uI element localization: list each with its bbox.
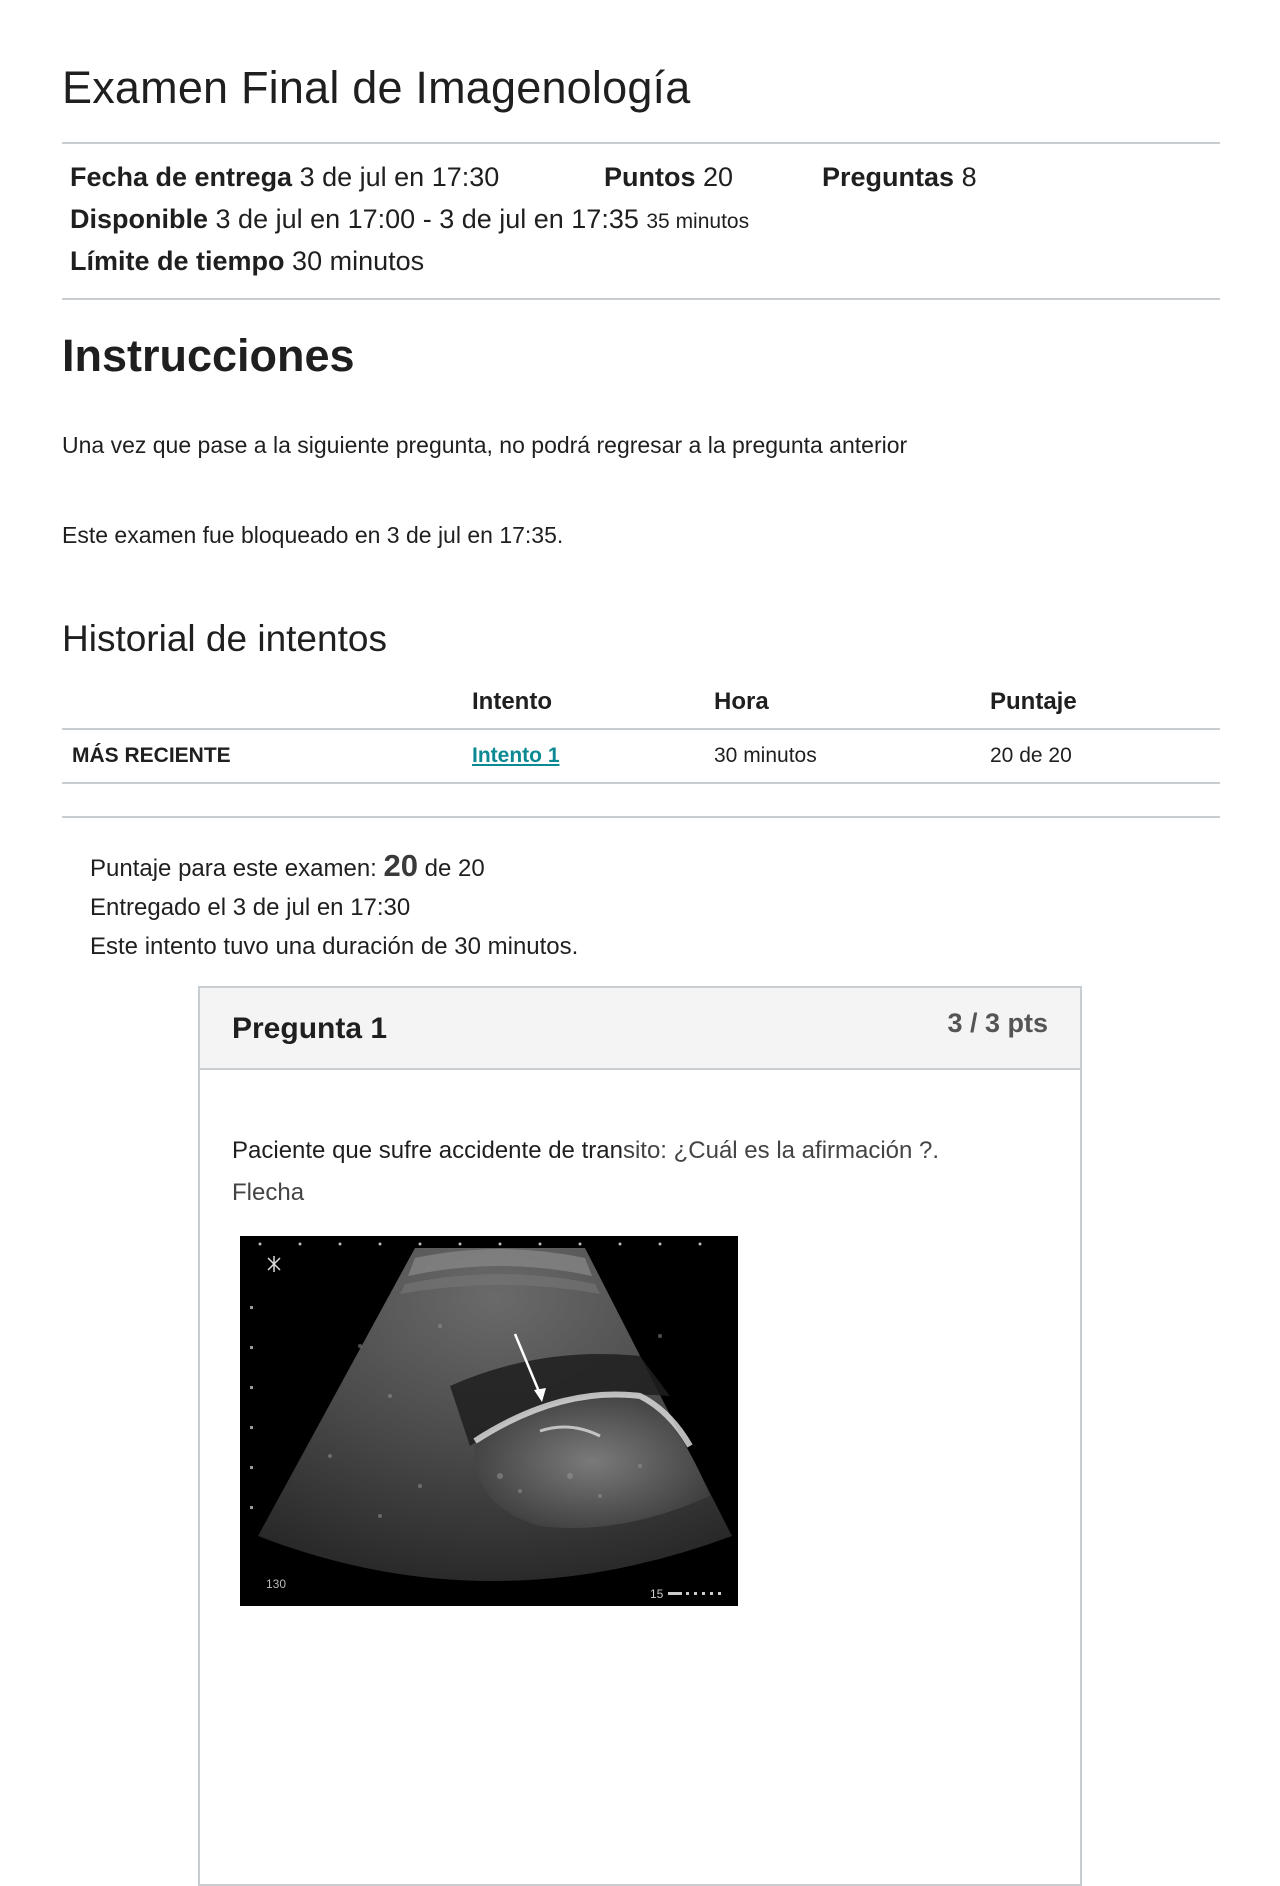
questions-meta <box>822 162 977 193</box>
locked-notice: Este examen fue bloqueado en 3 de jul en 17:35. <box>62 522 564 548</box>
score-suffix: de 20 <box>418 855 485 882</box>
col-header-time: Hora <box>714 688 769 715</box>
question-text-part-1: Paciente que sufre accidente de tran <box>232 1137 623 1164</box>
meta-divider <box>62 298 1220 300</box>
points-value: 20 <box>703 162 734 192</box>
question-title: Pregunta 1 <box>232 1012 388 1045</box>
due-label: Fecha de entrega <box>70 162 293 192</box>
meta-row-3 <box>70 246 424 277</box>
question-text <box>232 1130 939 1214</box>
table-row-divider <box>62 782 1220 784</box>
points-label: Puntos <box>604 162 696 192</box>
submitted-time: Entregado el 3 de jul en 17:30 <box>90 894 411 921</box>
ultrasound-scan-svg <box>240 1236 738 1606</box>
question-header <box>200 988 1080 1070</box>
time-limit-value: 30 minutos <box>292 246 425 276</box>
points-meta <box>604 162 733 193</box>
score-prefix: Puntaje para este examen: <box>90 855 384 882</box>
page-title: Examen Final de Imagenología <box>62 62 691 113</box>
summary-divider <box>62 816 1220 818</box>
attempt-duration: Este intento tuvo una duración de 30 minutos. <box>90 933 579 960</box>
question-points: 3 / 3 pts <box>947 1008 1048 1038</box>
time-limit-label: Límite de tiempo <box>70 246 285 276</box>
score-summary <box>90 848 485 884</box>
row-time: 30 minutos <box>714 744 817 767</box>
instructions-text: Una vez que pase a la siguiente pregunta, no podrá regresar a la pregunta anterior <box>62 432 908 458</box>
due-value: 3 de jul en 17:30 <box>299 162 500 192</box>
question-card <box>198 986 1082 1886</box>
history-heading: Historial de intentos <box>62 618 387 659</box>
row-label: MÁS RECIENTE <box>72 744 231 767</box>
score-value: 20 <box>383 848 419 883</box>
table-header-divider <box>62 728 1220 730</box>
col-header-attempt: Intento <box>472 688 552 715</box>
instructions-heading: Instrucciones <box>62 330 355 381</box>
questions-value: 8 <box>961 162 977 192</box>
scale-label: 15 <box>650 1587 664 1601</box>
available-value: 3 de jul en 17:00 - 3 de jul en 17:35 <box>215 204 639 234</box>
title-divider <box>62 142 1220 144</box>
questions-label: Preguntas <box>822 162 955 192</box>
ultrasound-image <box>240 1236 738 1606</box>
question-text-part-3: Flecha <box>232 1179 305 1206</box>
attempt-link[interactable]: Intento 1 <box>472 744 560 767</box>
col-header-score: Puntaje <box>990 688 1077 715</box>
available-duration: 35 minutos <box>646 210 750 233</box>
available-label: Disponible <box>70 204 209 234</box>
row-score: 20 de 20 <box>990 744 1072 767</box>
question-text-part-2: sito: ¿Cuál es la afirmación ?. <box>622 1137 940 1164</box>
meta-row-1 <box>70 162 499 193</box>
depth-label: 130 <box>266 1577 287 1591</box>
meta-row-2 <box>70 204 749 235</box>
